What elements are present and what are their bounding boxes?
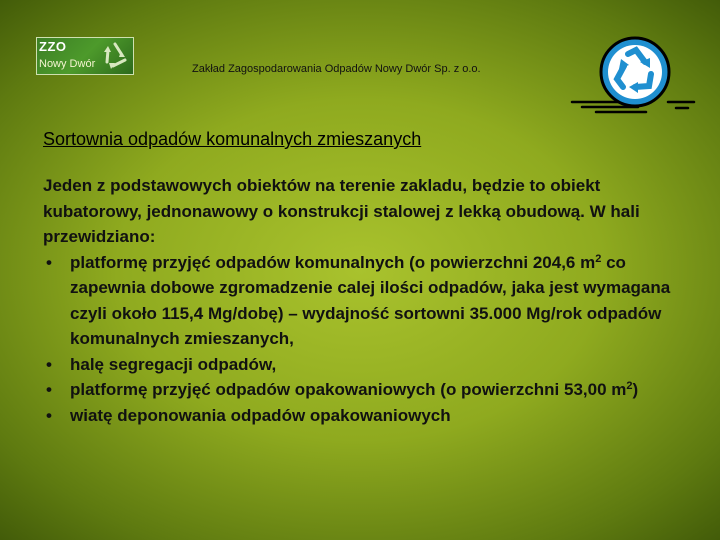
item-text: platformę przyjęć odpadów opakowaniowych (o powierzchni 53,00 m xyxy=(70,380,627,399)
bullet: • xyxy=(46,252,52,272)
company-name: Zakład Zagospodarowania Odpadów Nowy Dwór Sp. z o.o. xyxy=(192,63,481,75)
bullet: • xyxy=(46,405,52,425)
item-text: halę segregacji odpadów, xyxy=(70,354,277,374)
item-text: platformę przyjęć odpadów komunalnych (o powierzchni 204,6 m xyxy=(70,252,596,272)
bullet: • xyxy=(46,354,52,374)
superscript: 2 xyxy=(595,252,602,265)
list-item xyxy=(43,250,683,352)
slide-body xyxy=(43,173,683,428)
facility-list xyxy=(43,250,683,429)
logo-text-name: Nowy Dwór xyxy=(39,58,96,70)
intro-paragraph: Jeden z podstawowych obiektów na terenie zakladu, będzie to obiekt kubatorowy, jednonawowy o konstrukcji stalowej z lekką obudową. W hali przewidziano: xyxy=(43,176,640,246)
item-text-cont: ) xyxy=(632,380,639,399)
superscript: 2 xyxy=(626,380,633,392)
list-item xyxy=(43,377,683,403)
list-item xyxy=(43,352,683,378)
list-item xyxy=(43,403,683,429)
item-text-cont: co zapewnia dobowe zgromadzenie calej ilości odpadów, jaka jest wymagana czyli około 115,4 Mg/dobę) – wydajność sortowni 35.000 Mg/rok odpadów komunalnych zmieszanych, xyxy=(70,252,671,348)
recycle-emblem-icon xyxy=(568,28,700,118)
recycle-icon xyxy=(99,40,131,72)
bullet: • xyxy=(46,380,52,399)
slide-title: Sortownia odpadów komunalnych zmieszanych xyxy=(43,129,422,149)
company-logo xyxy=(36,37,134,75)
logo-text-abbrev: ZZO xyxy=(39,39,67,54)
item-text: wiatę deponowania odpadów opakowaniowych xyxy=(70,405,451,425)
